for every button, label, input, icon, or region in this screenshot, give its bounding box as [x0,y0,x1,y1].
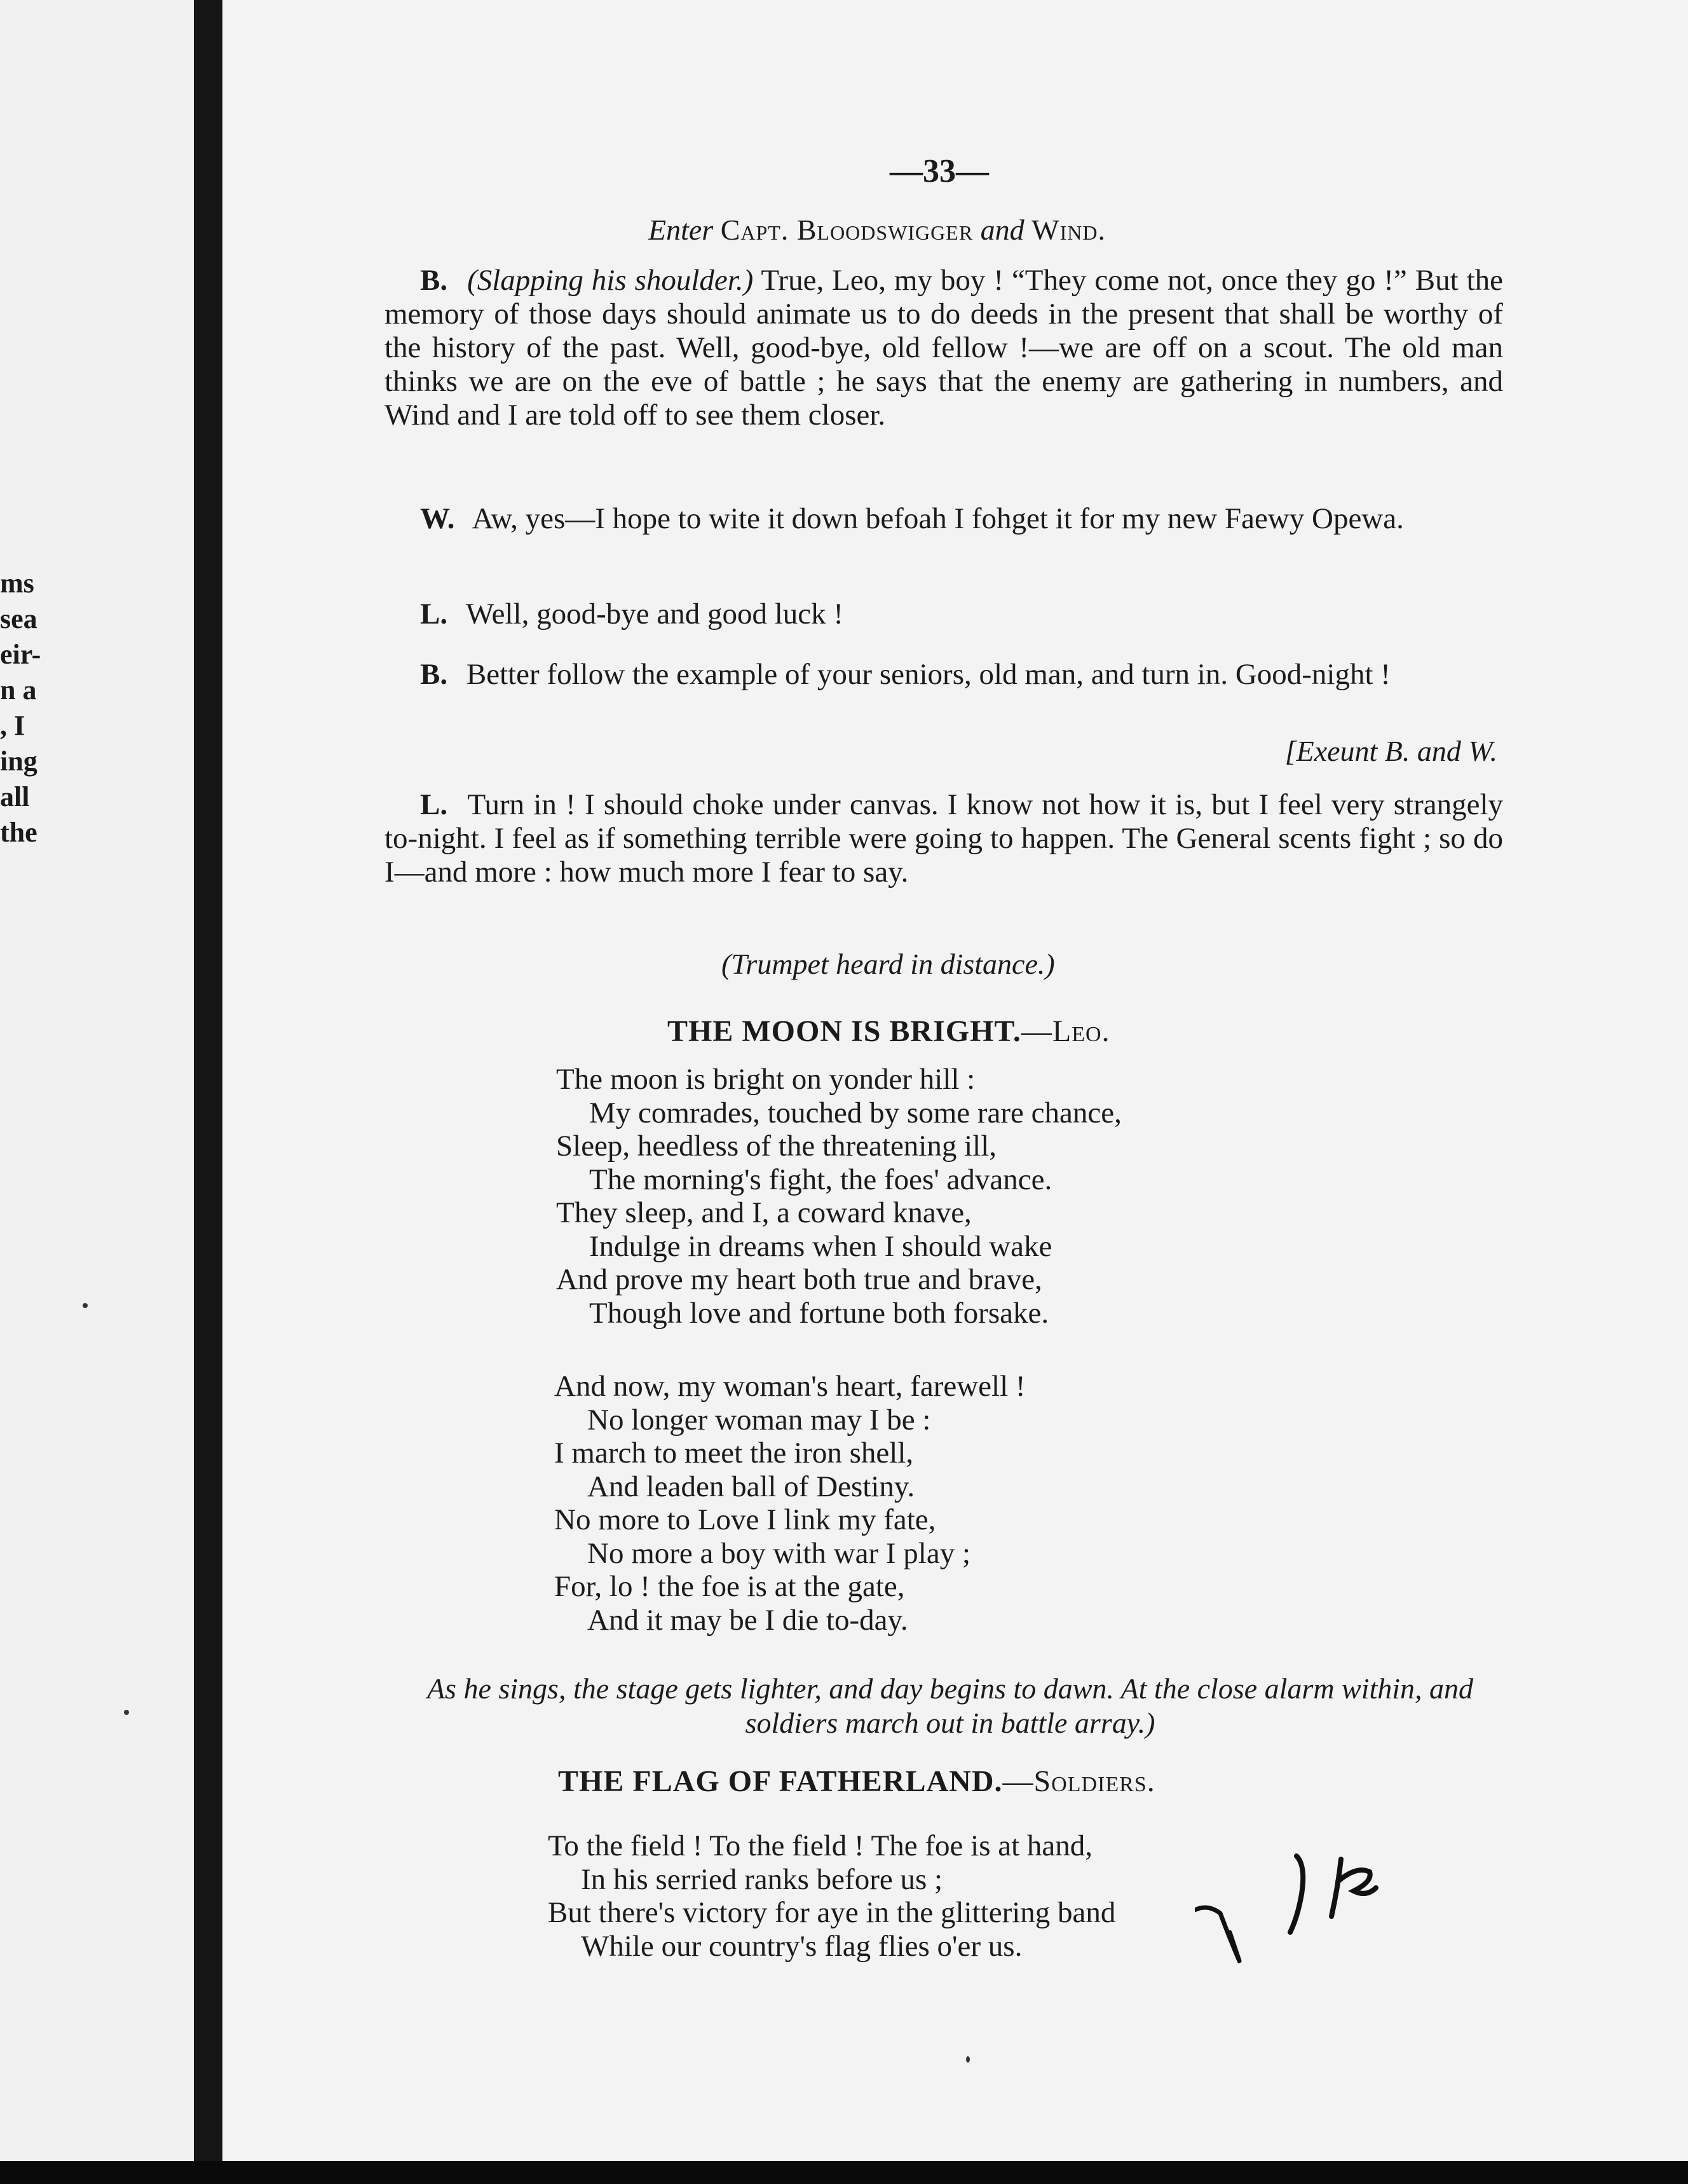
verse-line: They sleep, and I, a coward knave, [556,1196,972,1229]
verse-line: The moon is bright on yonder hill : [556,1063,976,1096]
left-fragment: ms [0,568,34,599]
verse-line: Indulge in dreams when I should wake [589,1229,1052,1263]
ink-speck [83,1303,88,1308]
dialogue-line [385,658,1503,692]
left-fragment: the [0,817,37,848]
song-singer: —Soldiers. [1002,1764,1155,1798]
verse-line: And prove my heart both true and brave, [556,1263,1042,1296]
verse-line: My comrades, touched by some rare chance, [589,1096,1122,1130]
dialogue-text: Better follow the example of your seniors, old man, and turn in. Good-night ! [466,658,1391,691]
page-number: —33— [890,153,989,189]
left-fragment: ing [0,746,37,777]
verse-line: No more to Love I link my fate, [554,1503,936,1536]
stage-direction: As he sings, the stage gets lighter, and day begins to dawn. At the close alarm within, and soldiers march out in battle array.) [426,1672,1474,1739]
scan-edge [0,2161,1688,2184]
speaker-label: W. [420,502,455,535]
left-page-text-fragments [0,566,41,850]
book-gutter [194,0,222,2161]
left-fragment: n a [0,674,37,706]
character-wind: Wind. [1031,214,1106,246]
verse-line: Though love and fortune both forsake. [589,1296,1049,1330]
and-word: and [980,214,1024,246]
speaker-label: L. [420,788,448,821]
song-title-text: THE FLAG OF FATHERLAND. [558,1764,1003,1798]
left-fragment: , I [0,710,25,741]
verse-line: And it may be I die to-day. [587,1603,908,1637]
speaker-label: L. [420,597,448,631]
dialogue-line [385,502,1503,536]
verse-stanza [548,1829,1115,1963]
verse-line: No more a boy with war I play ; [587,1536,971,1570]
entrance-direction [648,213,1106,247]
verse-line: To the field ! To the field ! The foe is at hand, [548,1829,1093,1862]
handwritten-mark [1195,1843,1411,1970]
song-singer: —Leo. [1021,1014,1110,1048]
verse-line: In his serried ranks before us ; [581,1862,943,1896]
verse-line: I march to meet the iron shell, [554,1437,914,1470]
dialogue-line [385,788,1503,889]
verse-stanza [554,1370,1026,1637]
dialogue-text: Turn in ! I should choke under canvas. I know not how it is, but I feel very strangely to-night. I feel as if something terrible were going to happen. The General scents fight ; so do I—and more : how much more I fear to say. [385,788,1504,889]
left-fragment: eir- [0,639,41,670]
right-page [222,0,1688,2161]
trumpet-direction: (Trumpet heard in distance.) [721,948,1055,980]
verse-line: No longer woman may I be : [587,1403,931,1437]
dialogue-line [385,264,1503,432]
speaker-label: B. [420,658,448,691]
verse-stanza [556,1063,1122,1330]
verse-line: Sleep, heedless of the threatening ill, [556,1130,997,1163]
left-page-edge [0,0,194,2161]
verse-line: And now, my woman's heart, farewell ! [554,1370,1026,1403]
dialogue-text: True, Leo, my boy ! “They come not, once they go !” But the memory of those days should animate us to do deeds in the present that shall be worthy of the history of the past. Well, good-bye, old fellow !—we are off on a scout. The old man thinks we are on the eve of battle ; he says that the enemy are gathering in numbers, and Wind and I are told off to see them closer. [385,264,1504,432]
speaker-label: B. [420,264,448,297]
ink-speck [966,2056,970,2063]
verse-line: The morning's fight, the foes' advance. [589,1163,1052,1196]
stage-aside: (Slapping his shoulder.) [467,264,754,297]
ink-speck [124,1710,129,1715]
enter-word: Enter [648,214,714,246]
verse-line: And leaden ball of Destiny. [587,1470,915,1503]
song-title-text: THE MOON IS BRIGHT. [667,1014,1021,1048]
verse-line: But there's victory for aye in the glittering band [548,1896,1116,1929]
dialogue-line [385,597,1503,631]
verse-line: For, lo ! the foe is at the gate, [554,1570,905,1603]
exeunt-direction: [Exeunt B. and W. [1284,735,1497,767]
dialogue-text: Well, good-bye and good luck ! [466,597,844,631]
left-fragment: all [0,781,30,812]
song-title-flag [558,1764,1155,1799]
verse-line: While our country's flag flies o'er us. [581,1929,1023,1963]
character-bloodswigger: Capt. Bloodswigger [720,214,974,246]
song-title-moon [667,1014,1110,1049]
left-fragment: sea [0,603,37,634]
dialogue-text: Aw, yes—I hope to wite it down befoah I fohget it for my new Faewy Opewa. [472,502,1404,535]
